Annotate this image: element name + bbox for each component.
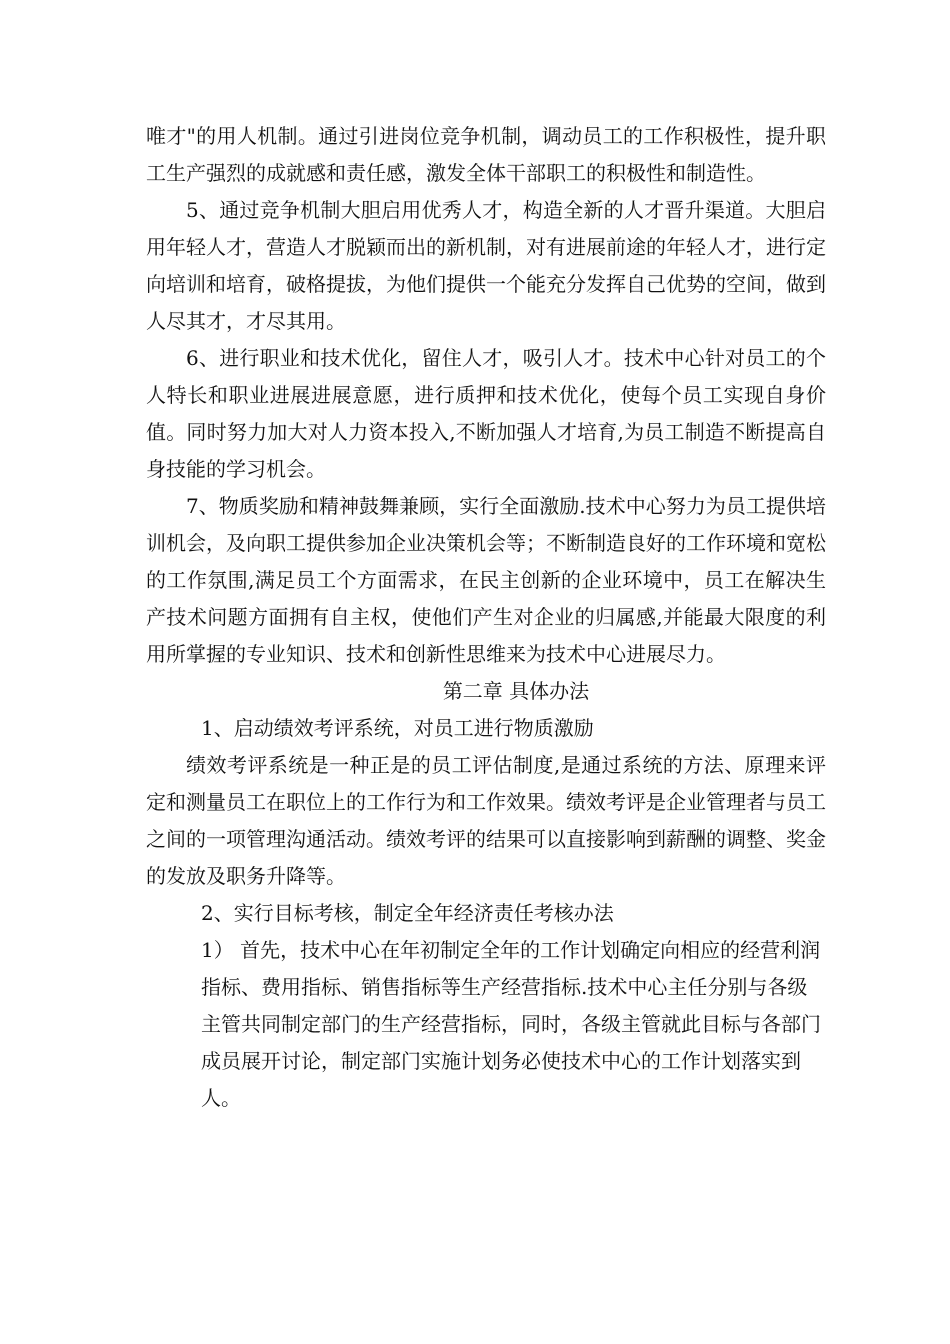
chapter-title: 第二章 具体办法 <box>442 679 590 703</box>
document-body <box>146 118 826 1117</box>
paragraph-item-7: 7、物质奖励和精神鼓舞兼顾，实行全面激励.技术中心努力为员工提供培训机会，及向职工提供参加企业决策机会等；不断制造良好的工作环境和宽松的工作氛围,满足员工个方面需求，在民主创新的企业环境中，员工在解决生产技术问题方面拥有自主权，使他们产生对企业的归属感,并能最大限度的利用所掌握的专业知识、技术和创新性思维来为技术中心进展尽力。 <box>146 494 826 666</box>
section1-body: 绩效考评系统是一种正是的员工评估制度,是通过系统的方法、原理来评定和测量员工在职位上的工作行为和工作效果。绩效考评是企业管理者与员工之间的一项管理沟通活动。绩效考评的结果可以直接影响到薪酬的调整、奖金的发放及职务升降等。 <box>146 753 826 888</box>
section1-heading: 1、启动绩效考评系统，对员工进行物质激励 <box>201 716 594 740</box>
paragraph-item-5: 5、通过竞争机制大胆启用优秀人才，构造全新的人才晋升渠道。大胆启用年轻人才，营造人才脱颖而出的新机制，对有进展前途的年轻人才，进行定向培训和培育，破格提拔，为他们提供一个能充分发挥自己优势的空间，做到人尽其才，才尽其用。 <box>146 198 826 333</box>
section2-step-1: 1） 首先，技术中心在年初制定全年的工作计划确定向相应的经营利润指标、费用指标、销售指标等生产经营指标.技术中心主任分别与各级主管共同制定部门的生产经营指标，同时，各级主管就此目标与各部门成员展开讨论，制定部门实施计划务必使技术中心的工作计划落实到人。 <box>201 938 821 1110</box>
section2-heading: 2、实行目标考核，制定全年经济责任考核办法 <box>201 901 614 925</box>
paragraph-item-6: 6、进行职业和技术优化，留住人才，吸引人才。技术中心针对员工的个人特长和职业进展进展意愿，进行质押和技术优化，使每个员工实现自身价值。同时努力加大对人力资本投入,不断加强人才培育,为员工制造不断提高自身技能的学习机会。 <box>146 346 826 481</box>
paragraph-intro: 唯才"的用人机制。通过引进岗位竞争机制，调动员工的工作积极性，提升职工生产强烈的成就感和责任感，激发全体干部职工的积极性和制造性。 <box>146 124 826 185</box>
